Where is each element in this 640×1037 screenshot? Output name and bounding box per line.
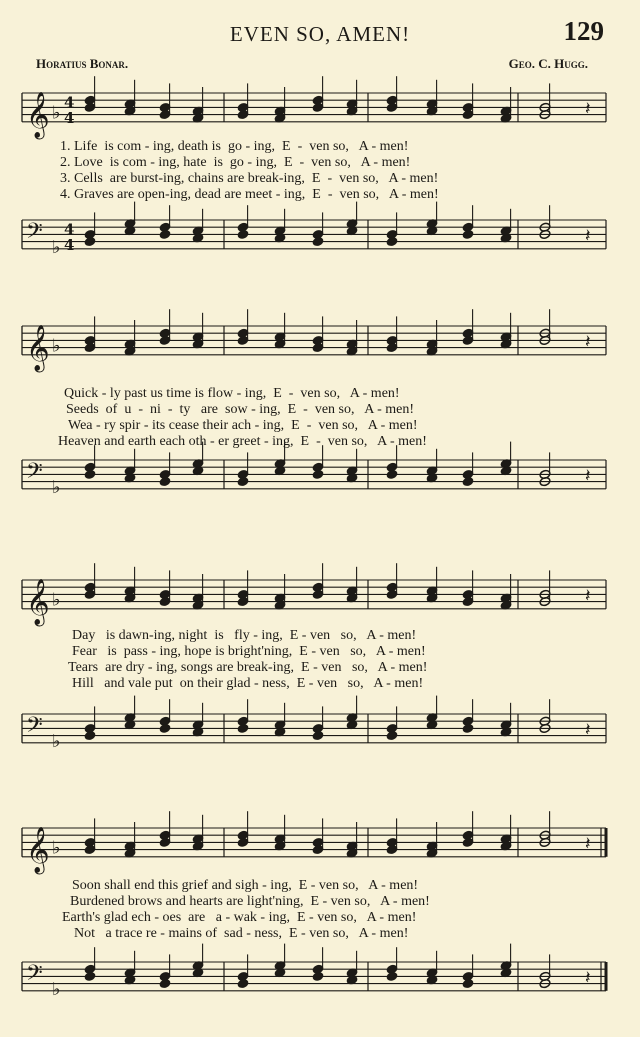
verse-1-line-1: 1. Life is com - ing, death is go - ing, E - ven so, A - men! [60, 139, 409, 154]
verse-2-line-2: Seeds of u - ni - ty are sow - ing, E - ven so, A - men! [66, 402, 414, 417]
verse-1-line-2: Quick - ly past us time is flow - ing, E - ven so, A - men! [64, 386, 400, 401]
quarter-rest: 𝄽 [585, 98, 591, 120]
time-signature-top: 4 [64, 93, 75, 112]
quarter-rest: 𝄽 [585, 331, 591, 353]
note-head [312, 971, 324, 981]
time-signature-bottom: 4 [64, 108, 75, 127]
note-head [84, 971, 96, 981]
page-number: 129 [563, 16, 604, 46]
verse-2-line-3: Fear is pass - ing, hope is bright'ning, E - ven so, A - men! [72, 644, 426, 659]
verse-3-line-2: Wea - ry spir - its cease their ach - ing, E - ven so, A - men! [68, 418, 418, 433]
flat-sign: ♭ [52, 236, 61, 258]
verse-4-line-4: Not a trace re - mains of sad - ness, E - ven so, A - men! [74, 926, 409, 941]
flat-sign: ♭ [52, 476, 61, 498]
verse-1-line-4: Soon shall end this grief and sigh - ing, E - ven so, A - men! [72, 878, 419, 893]
bass-clef: 𝄢 [26, 459, 43, 489]
hymn-title: EVEN SO, AMEN! [229, 22, 411, 46]
bass-clef: 𝄢 [26, 961, 43, 991]
treble-clef: 𝄞 [26, 91, 50, 138]
bass-clef: 𝄢 [26, 219, 43, 249]
flat-sign: ♭ [52, 335, 61, 357]
time-signature-bottom: 4 [64, 235, 75, 254]
flat-sign: ♭ [52, 102, 61, 124]
treble-clef: 𝄞 [26, 826, 50, 873]
note-head [159, 979, 171, 989]
composer-credit: Geo. C. Hugg. [508, 56, 588, 71]
quarter-rest: 𝄽 [585, 585, 591, 607]
note-head [462, 979, 474, 989]
note-head [237, 979, 249, 989]
flat-sign: ♭ [52, 978, 61, 1000]
verse-2-line-4: Burdened brows and hearts are light'ning, E - ven so, A - men! [70, 894, 430, 909]
verse-4-line-3: Hill and vale put on their glad - ness, E - ven so, A - men! [72, 676, 424, 691]
verse-4-line-2: Heaven and earth each oth - er greet - ing, E - ven so, A - men! [58, 434, 427, 449]
quarter-rest: 𝄽 [585, 967, 591, 989]
verse-4-line-1: 4. Graves are open-ing, dead are meet - ing, E - ven so, A - men! [60, 187, 439, 202]
poet-credit: Horatius Bonar. [36, 56, 129, 71]
treble-clef: 𝄞 [26, 324, 50, 371]
flat-sign: ♭ [52, 589, 61, 611]
quarter-rest: 𝄽 [585, 719, 591, 741]
verse-3-line-1: 3. Cells are burst-ing, chains are break-ing, E - ven so, A - men! [60, 171, 439, 186]
time-signature-top: 4 [64, 220, 75, 239]
flat-sign: ♭ [52, 730, 61, 752]
flat-sign: ♭ [52, 837, 61, 859]
note-head [386, 971, 398, 981]
treble-clef: 𝄞 [26, 578, 50, 625]
verse-3-line-3: Tears are dry - ing, songs are break-ing, E - ven so, A - men! [68, 660, 428, 675]
quarter-rest: 𝄽 [585, 465, 591, 487]
verse-3-line-4: Earth's glad ech - oes are a - wak - ing, E - ven so, A - men! [62, 910, 417, 925]
verse-1-line-3: Day is dawn-ing, night is fly - ing, E - ven so, A - men! [72, 628, 417, 643]
bass-clef: 𝄢 [26, 713, 43, 743]
verse-2-line-1: 2. Love is com - ing, hate is go - ing, E - ven so, A - men! [60, 155, 411, 170]
quarter-rest: 𝄽 [585, 833, 591, 855]
quarter-rest: 𝄽 [585, 225, 591, 247]
